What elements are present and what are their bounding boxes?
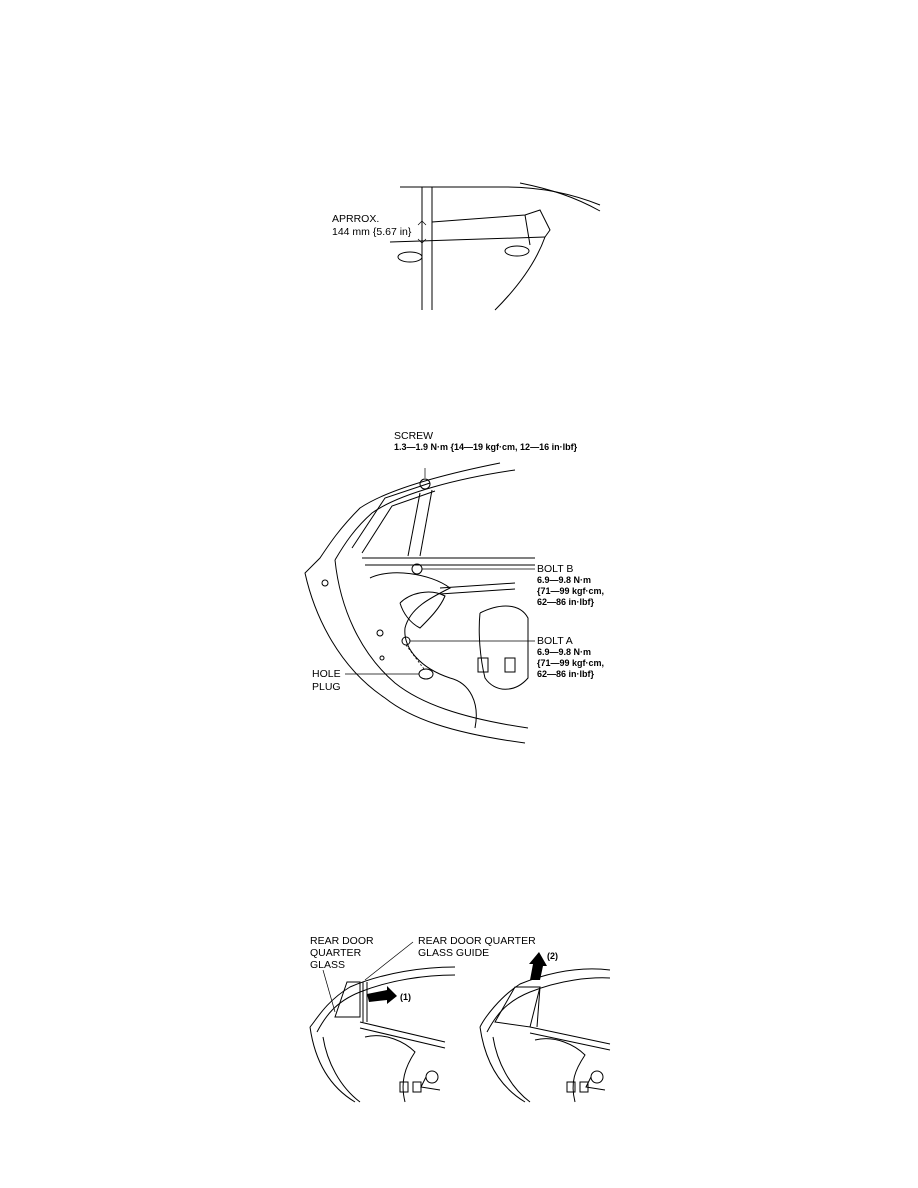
bolt-a-torque-3: 62—86 in·lbf} [537,669,595,679]
quarter-glass-label-3: GLASS [310,959,346,971]
hole-plug-label-2: PLUG [312,681,341,693]
step-2-label: (2) [547,951,558,961]
bolt-b-torque-2: {71—99 kgf·cm, [537,586,605,596]
bolt-a-label: BOLT A [537,635,573,647]
quarter-glass-label-2: QUARTER [310,947,362,959]
figure-window-height [300,175,620,320]
step-1-label: (1) [400,992,411,1002]
window-height-drawing [300,175,620,320]
glass-guide-label-1: REAR DOOR QUARTER [418,935,536,947]
hole-plug-icon [419,669,433,679]
approx-dimension: 144 mm {5.67 in} [332,226,412,238]
figure-quarter-glass-removal [305,932,615,1107]
arrow-right-icon [367,986,397,1004]
bolt-a-torque-2: {71—99 kgf·cm, [537,658,605,668]
approx-label: APRROX. [332,213,380,225]
figure-door-fasteners [300,428,610,758]
glass-guide-label-2: GLASS GUIDE [418,947,490,959]
lifted-quarter-glass-icon [495,987,540,1027]
left-panel-drawing [310,967,455,1102]
bolt-b-torque-3: 62—86 in·lbf} [537,597,595,607]
hole-plug-label-1: HOLE [312,668,341,680]
bolt-a-torque-1: 6.9—9.8 N·m [537,647,592,657]
quarter-glass-label-1: REAR DOOR [310,935,374,947]
quarter-glass-icon [335,982,360,1017]
bolt-b-torque-1: 6.9—9.8 N·m [537,575,592,585]
bolt-b-label: BOLT B [537,563,574,575]
screw-label: SCREW [394,430,434,442]
screw-torque: 1.3—1.9 N·m {14—19 kgf·cm, 12—16 in·lbf} [394,442,578,452]
right-panel-drawing [480,952,610,1102]
